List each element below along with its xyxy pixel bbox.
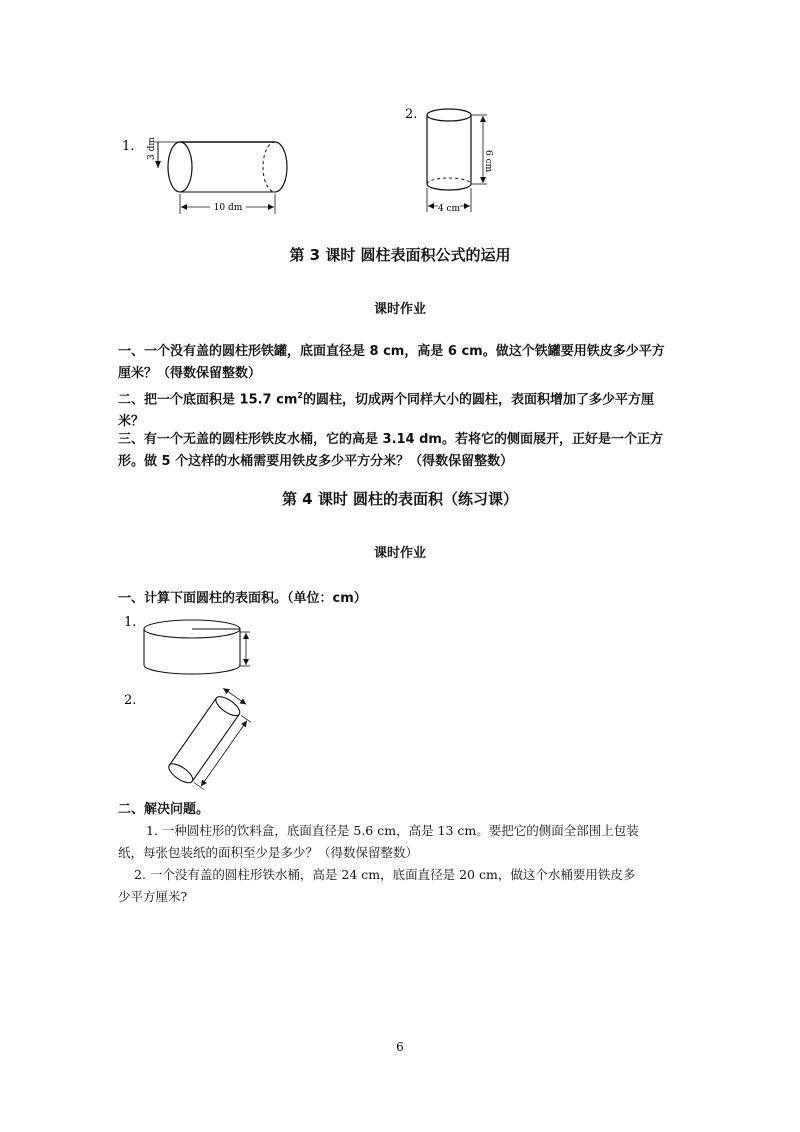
lesson3-question-2 — [118, 385, 688, 433]
vertical-cylinder-drawing — [405, 102, 505, 217]
p2-line2: 少平方厘米? — [118, 889, 188, 904]
q2-superscript: 2 — [297, 391, 303, 400]
figure-number: 2. — [124, 693, 137, 708]
q2-line1-part-b: 的圆柱，切成两个同样大小的圆柱，表面积增加了多少平方厘 — [302, 392, 654, 408]
height-label: 3 dm — [147, 137, 157, 160]
figure-number: 2. — [405, 107, 418, 122]
short-cylinder-drawing — [122, 612, 262, 684]
lesson4-section-2: 二、解决问题。 — [118, 802, 210, 817]
p1-line2: 纸，每张包装纸的面积至少是多少？（得数保留整数） — [118, 845, 419, 860]
figure-number: 1. — [122, 139, 135, 154]
lesson3-subtitle: 课时作业 — [373, 302, 426, 317]
length-label: 10 dm — [213, 203, 243, 213]
height-label: 6 cm — [483, 150, 493, 173]
q2-line1 — [118, 385, 688, 411]
lesson3-question-3 — [118, 429, 688, 473]
width-label: 4 cm — [437, 204, 461, 214]
q2-line2: 米？ — [118, 414, 145, 430]
lesson4-subtitle: 课时作业 — [373, 546, 426, 561]
lesson4-problem-1 — [118, 820, 698, 864]
figure-number: 1. — [124, 615, 137, 630]
q2-line1-part-a: 二、把一个底面积是 15.7 cm — [118, 392, 298, 408]
figure-short-cylinder — [122, 612, 262, 684]
q1-line1: 一、一个没有盖的圆柱形铁罐，底面直径是 8 cm，高是 6 cm。做这个铁罐要用铁皮多少平方 — [118, 344, 665, 359]
q3-line1: 三、有一个无盖的圆柱形铁皮水桶，它的高是 3.14 dm。若将它的侧面展开，正好是一个正方 — [118, 432, 663, 447]
lesson3-title: 第 3 课时 圆柱表面积公式的运用 — [289, 246, 511, 264]
lesson3-question-1 — [118, 341, 688, 385]
lesson4-problem-2 — [118, 864, 698, 908]
q3-line2: 形。做 5 个这样的水桶需要用铁皮多少平方分米？（得数保留整数） — [118, 454, 514, 469]
figure-horizontal-cylinder — [118, 128, 298, 218]
page-number: 6 — [396, 1040, 404, 1054]
figure-vertical-cylinder — [405, 102, 505, 217]
lesson4-title: 第 4 课时 圆柱的表面积（练习课） — [281, 490, 519, 508]
p1-line1: 1. 一种圆柱形的饮料盒，底面直径是 5.6 cm，高是 13 cm。要把它的侧面全部围上包装 — [146, 823, 639, 838]
slanted-cylinder-drawing — [122, 688, 272, 798]
p2-line1: 2. 一个没有盖的圆柱形铁水桶，高是 24 cm，底面直径是 20 cm，做这个水桶要用铁皮多 — [134, 867, 636, 882]
horizontal-cylinder-drawing — [118, 128, 298, 218]
lesson4-section-1: 一、计算下面圆柱的表面积。（单位：cm） — [118, 591, 367, 606]
figure-slanted-cylinder — [122, 688, 272, 798]
q1-line2: 厘米？（得数保留整数） — [118, 366, 262, 381]
